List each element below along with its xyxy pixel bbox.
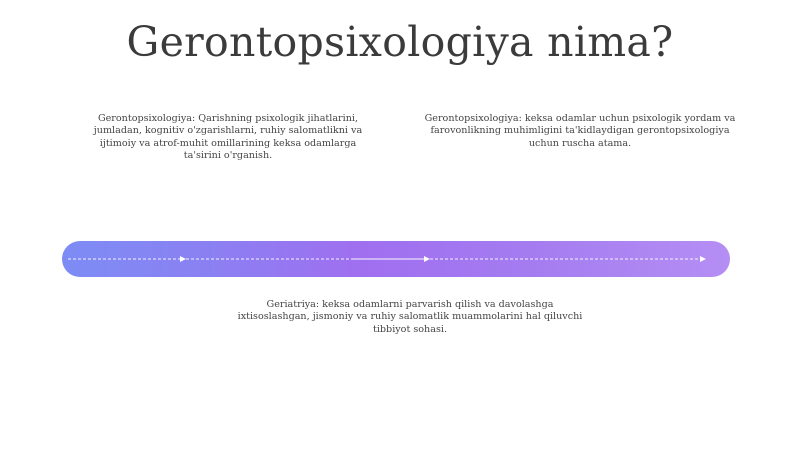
description-geriatrics: Geriatriya: keksa odamlarni parvarish qilish va davolashga ixtisoslashgan, jismoniy va ruhiy salomatlik muammolarini hal qiluvchi tibbiyot sohasi. [237,299,583,335]
timeline-bar [62,241,730,277]
description-gerontopsychology: Gerontopsixologiya: Qarishning psixologik jihatlarini, jumladan, kognitiv o'zgarishlarni, ruhiy salomatlikni va ijtimoiy va atrof-muhit omillarining keksa odamlarga ta'sirini o'rganish. [93,113,363,162]
slide-title: Gerontopsixologiya nima? [126,18,674,66]
description-russian-term: Gerontopsixologiya: keksa odamlar uchun psixologik yordam va farovonlikning muhimligini ta'kidlaydigan gerontopsixologiya uchun ruscha atama. [424,113,736,149]
timeline-arrows [62,241,730,277]
